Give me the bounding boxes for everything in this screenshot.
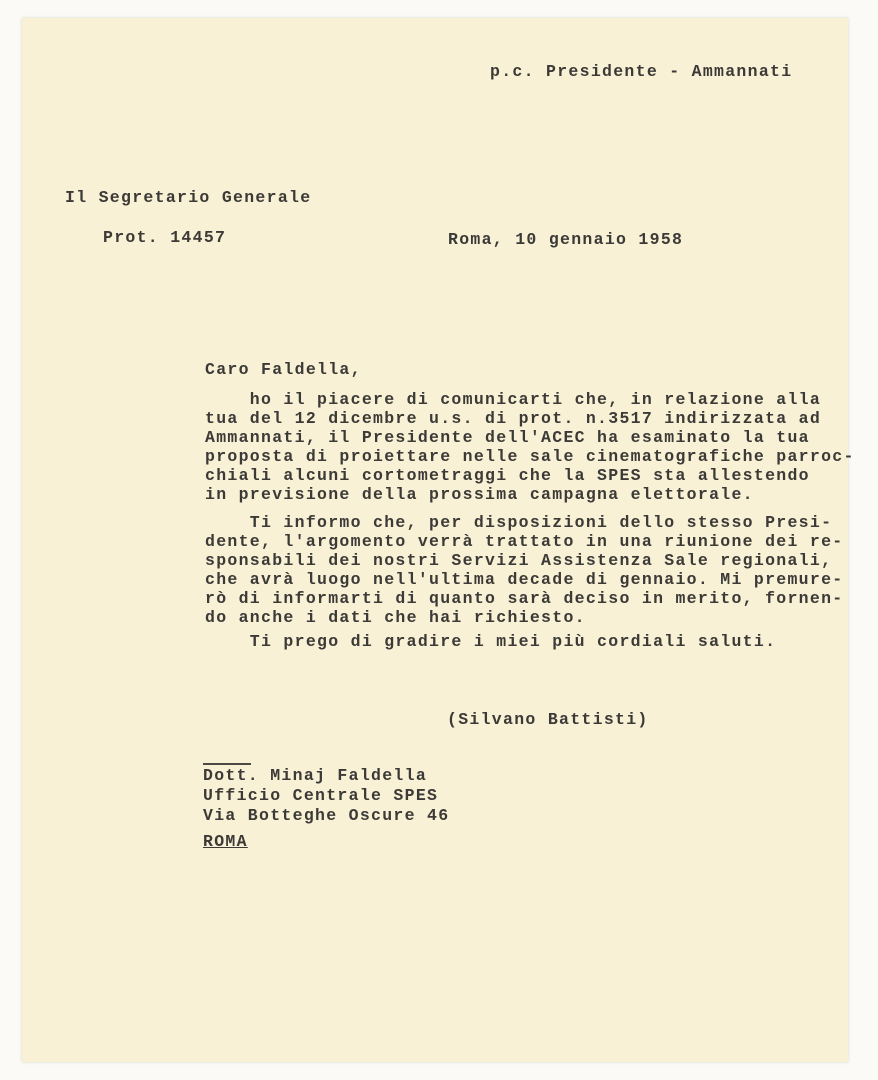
body-line: Ti informo che, per disposizioni dello stesso Presi- <box>205 513 833 532</box>
body-line: do anche i dati che hai richiesto. <box>205 608 586 627</box>
protocol-number: Prot. 14457 <box>103 228 227 247</box>
sender-title: Il Segretario Generale <box>65 188 312 207</box>
body-line: proposta di proiettare nelle sale cinematografiche parroc- <box>205 447 855 466</box>
body-line: ho il piacere di comunicarti che, in relazione alla <box>205 390 822 409</box>
place-date: Roma, 10 gennaio 1958 <box>448 230 684 249</box>
recipient-city: ROMA <box>203 832 248 851</box>
body-line: che avrà luogo nell'ultima decade di gennaio. Mi premure- <box>205 570 844 589</box>
recipient-name: Dott. Minaj Faldella <box>203 766 428 785</box>
body-line: in previsione della prossima campagna elettorale. <box>205 485 754 504</box>
body-line: sponsabili dei nostri Servizi Assistenza Sale regionali, <box>205 551 833 570</box>
body-line: Ti prego di gradire i miei più cordiali saluti. <box>205 632 777 651</box>
body-line: chiali alcuni cortometraggi che la SPES sta allestendo <box>205 466 810 485</box>
body-line: dente, l'argomento verrà trattato in una riunione dei re- <box>205 532 844 551</box>
cc-line: p.c. Presidente - Ammannati <box>490 62 793 81</box>
body-line: Ammannati, il Presidente dell'ACEC ha esaminato la tua <box>205 428 810 447</box>
body-line: tua del 12 dicembre u.s. di prot. n.3517 indirizzata ad <box>205 409 822 428</box>
recipient-office: Ufficio Centrale SPES <box>203 786 439 805</box>
divider-rule <box>203 763 251 765</box>
salutation: Caro Faldella, <box>205 360 362 379</box>
recipient-address: Via Botteghe Oscure 46 <box>203 806 450 825</box>
body-line: rò di informarti di quanto sarà deciso in merito, fornen- <box>205 589 844 608</box>
signature: (Silvano Battisti) <box>447 710 649 729</box>
